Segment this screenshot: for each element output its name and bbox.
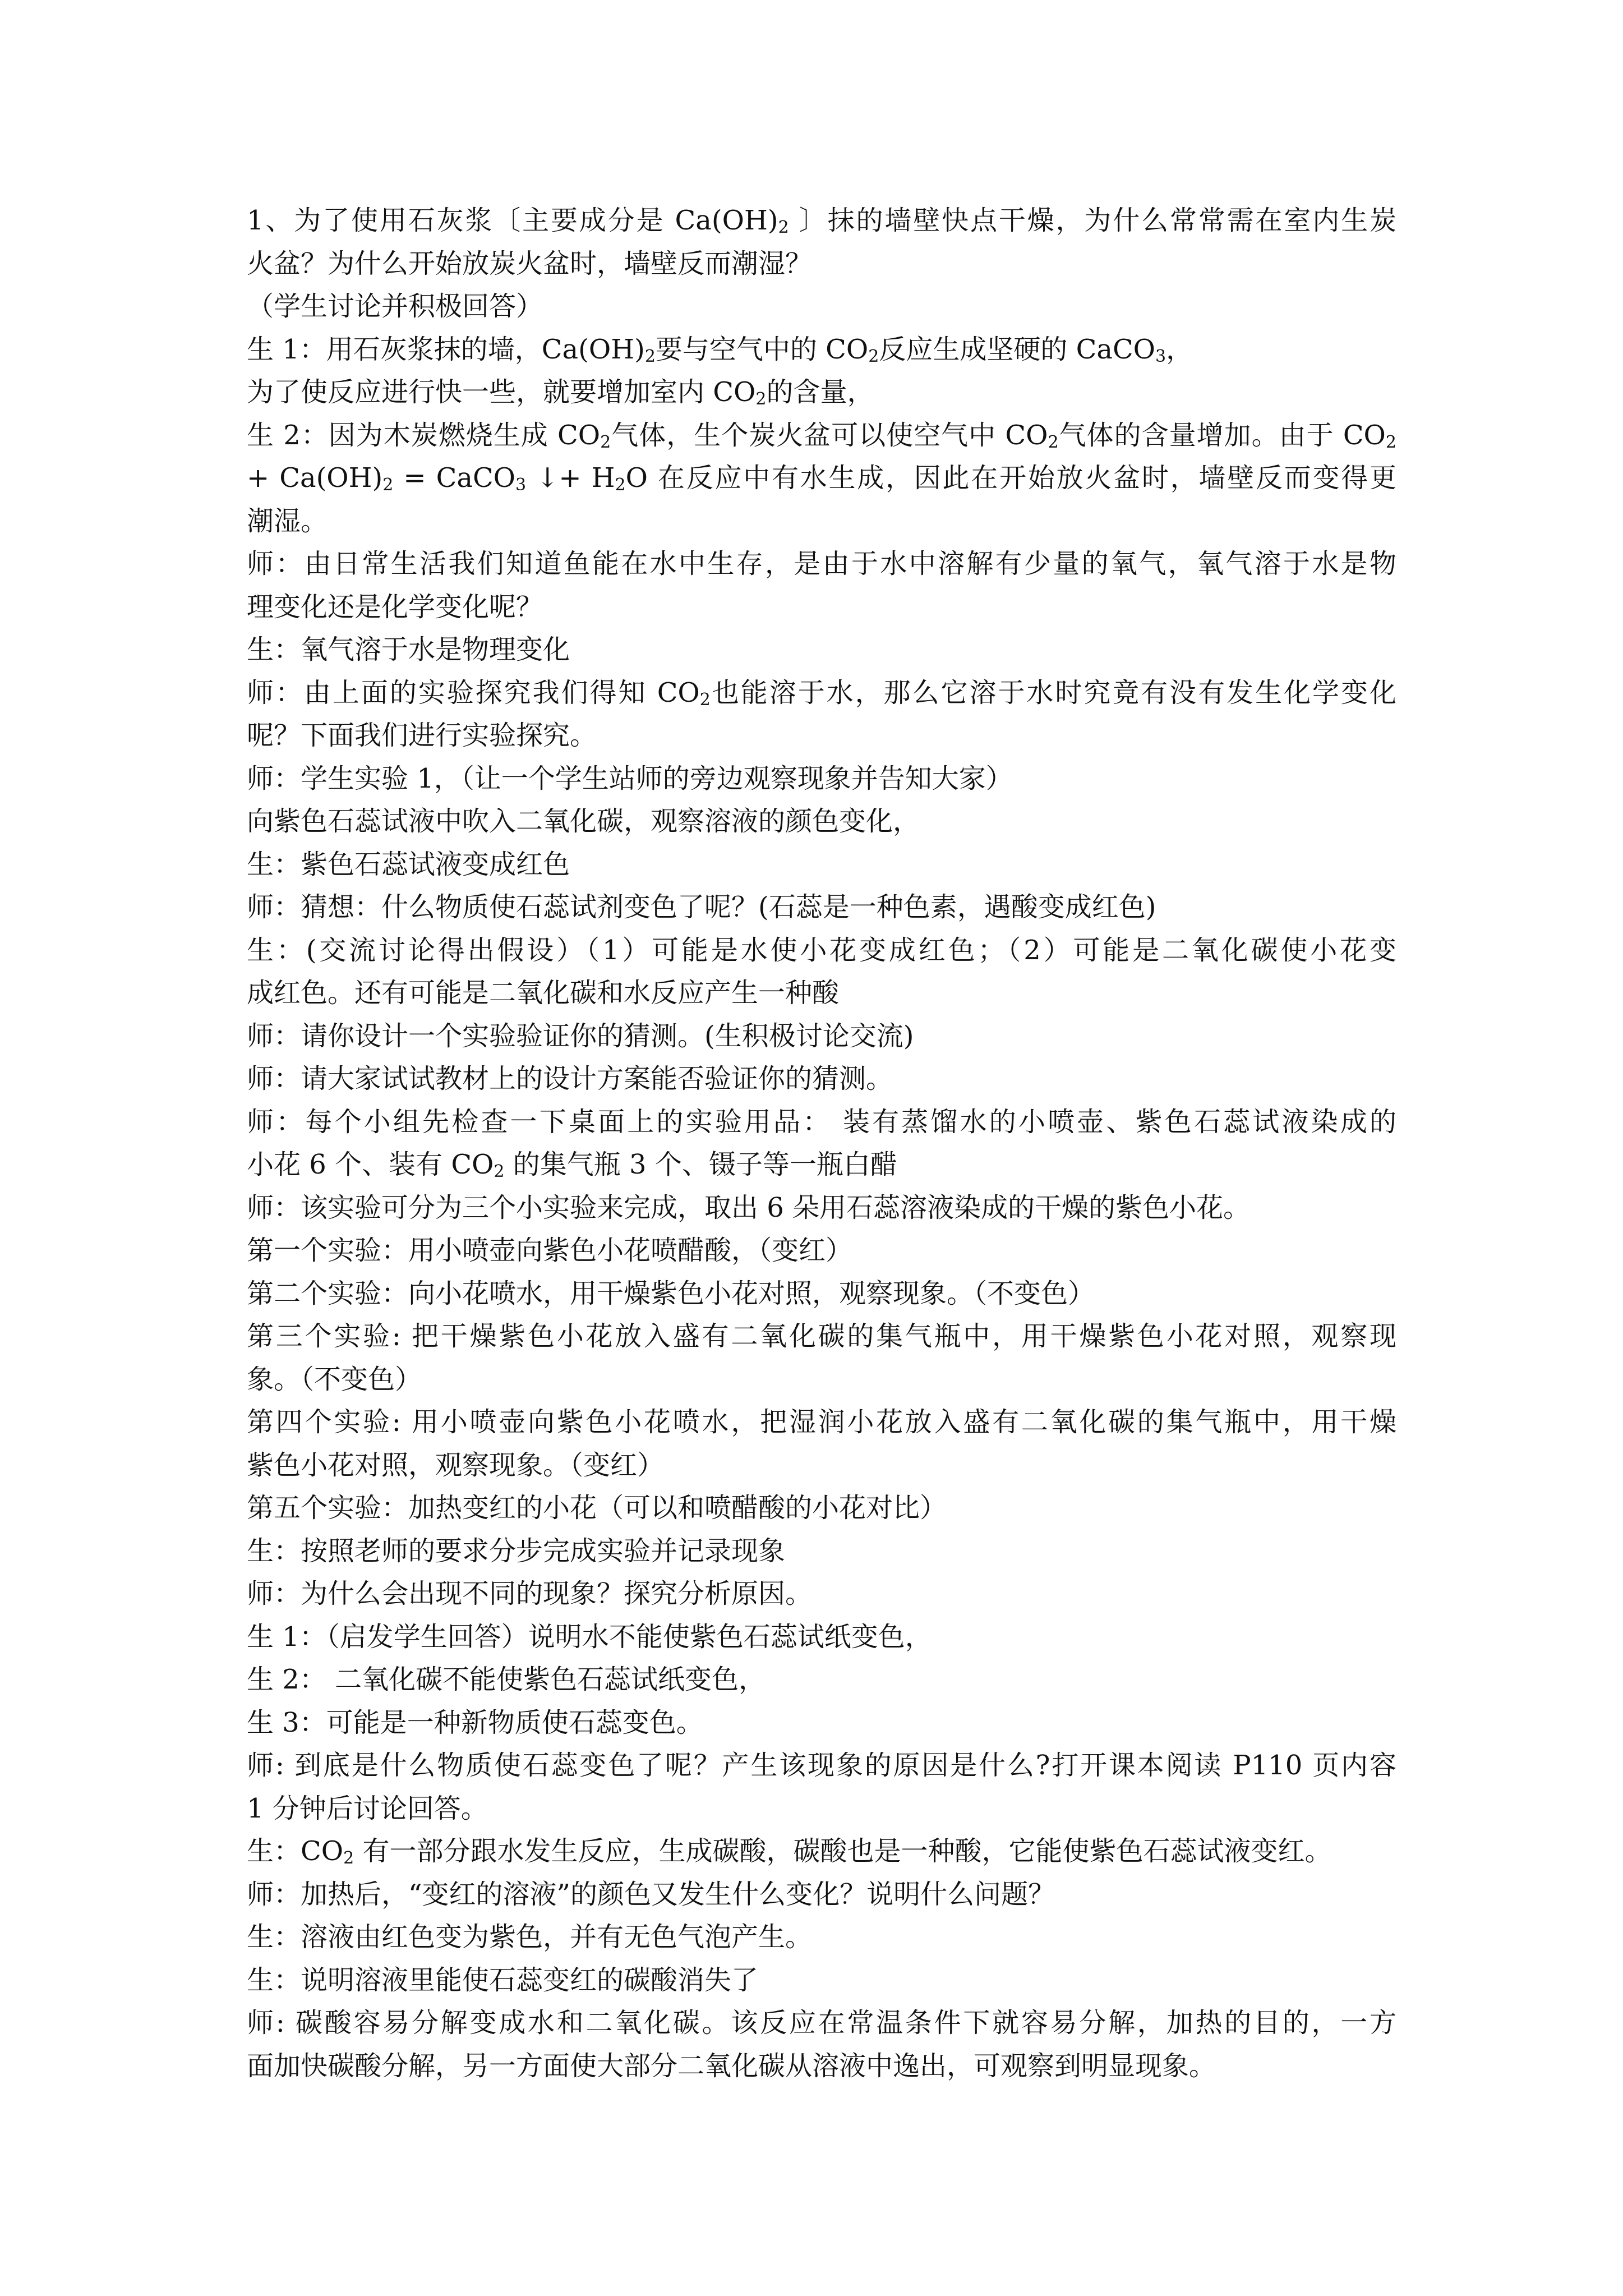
text-line <box>247 1701 1396 1745</box>
document-body <box>247 199 1396 2087</box>
text-run: 象。（不变色） <box>247 1363 422 1395</box>
text-run: 1、为了使用石灰浆〔主要成分是 Ca(OH) <box>247 205 778 236</box>
text-run: 师：该实验可分为三个小实验来完成，取出 6 朵用石蕊溶液染成的干燥的紫色小花。 <box>247 1191 1251 1223</box>
text-line <box>247 2001 1396 2045</box>
text-run: = CaCO <box>393 462 516 494</box>
text-line <box>247 285 1396 328</box>
text-run: 为了使反应进行快一些，就要增加室内 CO <box>247 376 756 408</box>
text-run: 生：说明溶液里能使石蕊变红的碳酸消失了 <box>247 1964 759 1996</box>
text-line <box>247 1616 1396 1659</box>
subscript: 3 <box>515 475 527 495</box>
text-run: O 在反应中有水生成，因此在开始放火盆时，墙壁反而变得更 <box>625 462 1397 494</box>
text-line <box>247 1830 1396 1873</box>
text-line <box>247 2045 1396 2088</box>
text-run: 第一个实验：用小喷壶向紫色小花喷醋酸，（变红） <box>247 1235 853 1266</box>
text-line <box>247 1658 1396 1701</box>
subscript: 2 <box>494 1162 505 1181</box>
text-line <box>247 1530 1396 1573</box>
text-run: 向紫色石蕊试液中吹入二氧化碳，观察溶液的颜色变化， <box>247 806 920 837</box>
text-run: 生：溶液由红色变为紫色，并有无色气泡产生。 <box>247 1921 813 1953</box>
text-line <box>247 1272 1396 1315</box>
text-run: 也能溶于水，那么它溶于水时究竟有没有发生化学变化 <box>710 677 1396 708</box>
text-run: 的集气瓶 3 个、镊子等一瓶白醋 <box>504 1149 897 1180</box>
text-line <box>247 1487 1396 1530</box>
text-run: 师: 碳酸容易分解变成水和二氧化碳。该反应在常温条件下就容易分解，加热的目的，一方 <box>247 2007 1396 2039</box>
text-run: 生 2：因为木炭燃烧生成 CO <box>247 419 601 451</box>
text-line <box>247 1315 1396 1358</box>
text-run: 呢？下面我们进行实验探究。 <box>247 720 597 751</box>
text-line <box>247 1572 1396 1616</box>
text-line <box>247 1186 1396 1230</box>
text-run: 师: 到底是什么物质使石蕊变色了呢？产生该现象的原因是什么?打开课本阅读 P110 页内容 <box>247 1750 1396 1781</box>
subscript: 2 <box>699 689 711 710</box>
text-line <box>247 1959 1396 2002</box>
text-run: 第三个实验: 把干燥紫色小花放入盛有二氧化碳的集气瓶中，用干燥紫色小花对照，观察现 <box>247 1320 1396 1352</box>
text-line <box>247 1744 1396 1787</box>
text-run: 师：请大家试试教材上的设计方案能否验证你的猜测。 <box>247 1063 893 1094</box>
text-line <box>247 929 1396 972</box>
text-line <box>247 628 1396 671</box>
text-run: 第二个实验：向小花喷水，用干燥紫色小花对照，观察现象。（不变色） <box>247 1277 1095 1309</box>
text-run: 理变化还是化学变化呢？ <box>247 591 543 623</box>
text-run: 有一部分跟水发生反应，生成碳酸，碳酸也是一种酸，它能使紫色石蕊试液变红。 <box>354 1835 1332 1867</box>
text-run: 气体的含量增加。由于 CO <box>1058 419 1386 451</box>
text-line <box>247 586 1396 629</box>
subscript: 2 <box>343 1848 354 1868</box>
text-run: 师：为什么会出现不同的现象？探究分析原因。 <box>247 1578 813 1609</box>
text-run: 小花 6 个、装有 CO <box>247 1149 494 1180</box>
text-run: 火盆？为什么开始放炭火盆时，墙壁反而潮湿？ <box>247 247 813 279</box>
text-run: ↓+ H <box>526 462 615 494</box>
text-line <box>247 1229 1396 1272</box>
text-line <box>247 1916 1396 1959</box>
text-run: 生：按照老师的要求分步完成实验并记录现象 <box>247 1535 786 1567</box>
text-line <box>247 714 1396 757</box>
text-run: + Ca(OH) <box>247 462 383 494</box>
text-run: 的含量， <box>766 376 874 408</box>
text-run: 生：紫色石蕊试液变成红色 <box>247 848 570 880</box>
text-line <box>247 328 1396 371</box>
subscript: 2 <box>382 475 394 495</box>
text-run: 师：由上面的实验探究我们得知 CO <box>247 677 700 708</box>
text-run: 师：由日常生活我们知道鱼能在水中生存，是由于水中溶解有少量的氧气，氧气溶于水是物 <box>247 548 1396 579</box>
subscript: 2 <box>1385 432 1396 452</box>
text-line <box>247 886 1396 929</box>
text-line <box>247 457 1396 500</box>
text-run: 第五个实验：加热变红的小花（可以和喷醋酸的小花对比） <box>247 1492 947 1524</box>
text-run: 反应生成坚硬的 CaCO <box>879 333 1156 365</box>
subscript: 2 <box>755 389 767 409</box>
subscript: 2 <box>1048 432 1059 452</box>
text-run: 师：每个小组先检查一下桌面上的实验用品： 装有蒸馏水的小喷壶、紫色石蕊试液染成的 <box>247 1106 1396 1138</box>
text-run: 生：(交流讨论得出假设）（1）可能是水使小花变成红色；（2）可能是二氧化碳使小花变 <box>247 934 1396 966</box>
text-line <box>247 1401 1396 1444</box>
text-line <box>247 843 1396 886</box>
text-line <box>247 1873 1396 1916</box>
text-line <box>247 371 1396 414</box>
text-line <box>247 1358 1396 1401</box>
subscript: 2 <box>615 475 626 495</box>
text-line <box>247 242 1396 286</box>
text-run: 师：学生实验 1，（让一个学生站师的旁边观察现象并告知大家） <box>247 762 1013 794</box>
subscript: 2 <box>778 218 789 237</box>
text-run: 师：猜想：什么物质使石蕊试剂变色了呢？(石蕊是一种色素，遇酸变成红色) <box>247 891 1156 923</box>
text-line <box>247 1787 1396 1830</box>
text-run: 生 1：（启发学生回答）说明水不能使紫色石蕊试纸变色， <box>247 1621 932 1653</box>
text-run: 师：请你设计一个实验验证你的猜测。(生积极讨论交流) <box>247 1020 914 1052</box>
text-line <box>247 1444 1396 1487</box>
subscript: 3 <box>1155 346 1166 366</box>
text-line <box>247 757 1396 800</box>
text-line <box>247 199 1396 242</box>
subscript: 2 <box>644 346 656 366</box>
text-run: 紫色小花对照，观察现象。（变红） <box>247 1449 665 1481</box>
text-run: 生：CO <box>247 1835 344 1867</box>
text-line <box>247 1101 1396 1144</box>
text-run: 面加快碳酸分解，另一方面使大部分二氧化碳从溶液中逸出，可观察到明显现象。 <box>247 2050 1216 2082</box>
text-run: 第四个实验: 用小喷壶向紫色小花喷水，把湿润小花放入盛有二氧化碳的集气瓶中，用干燥 <box>247 1406 1396 1438</box>
text-run: 〕抹的墙壁快点干燥，为什么常常需在室内生炭 <box>789 205 1396 236</box>
text-line <box>247 671 1396 715</box>
text-line <box>247 414 1396 457</box>
text-line <box>247 1015 1396 1058</box>
subscript: 2 <box>868 346 879 366</box>
text-run: ， <box>1166 333 1193 365</box>
text-run: 气体，生个炭火盆可以使空气中 CO <box>611 419 1048 451</box>
subscript: 2 <box>600 432 611 452</box>
text-run: （学生讨论并积极回答） <box>247 291 543 322</box>
text-line <box>247 1143 1396 1186</box>
text-run: 潮湿。 <box>247 505 328 537</box>
text-line <box>247 1057 1396 1101</box>
text-run: 生 2： 二氧化碳不能使紫色石蕊试纸变色， <box>247 1664 766 1695</box>
text-line <box>247 500 1396 543</box>
text-run: 生 3：可能是一种新物质使石蕊变色。 <box>247 1706 703 1738</box>
text-run: 要与空气中的 CO <box>655 333 869 365</box>
text-run: 生 1：用石灰浆抹的墙，Ca(OH) <box>247 333 645 365</box>
text-run: 生：氧气溶于水是物理变化 <box>247 634 570 665</box>
text-line <box>247 972 1396 1015</box>
text-run: 师：加热后，“变红的溶液”的颜色又发生什么变化？说明什么问题？ <box>247 1878 1055 1910</box>
text-line <box>247 542 1396 586</box>
text-run: 1 分钟后讨论回答。 <box>247 1792 488 1824</box>
text-line <box>247 800 1396 843</box>
text-run: 成红色。还有可能是二氧化碳和水反应产生一种酸 <box>247 977 840 1009</box>
